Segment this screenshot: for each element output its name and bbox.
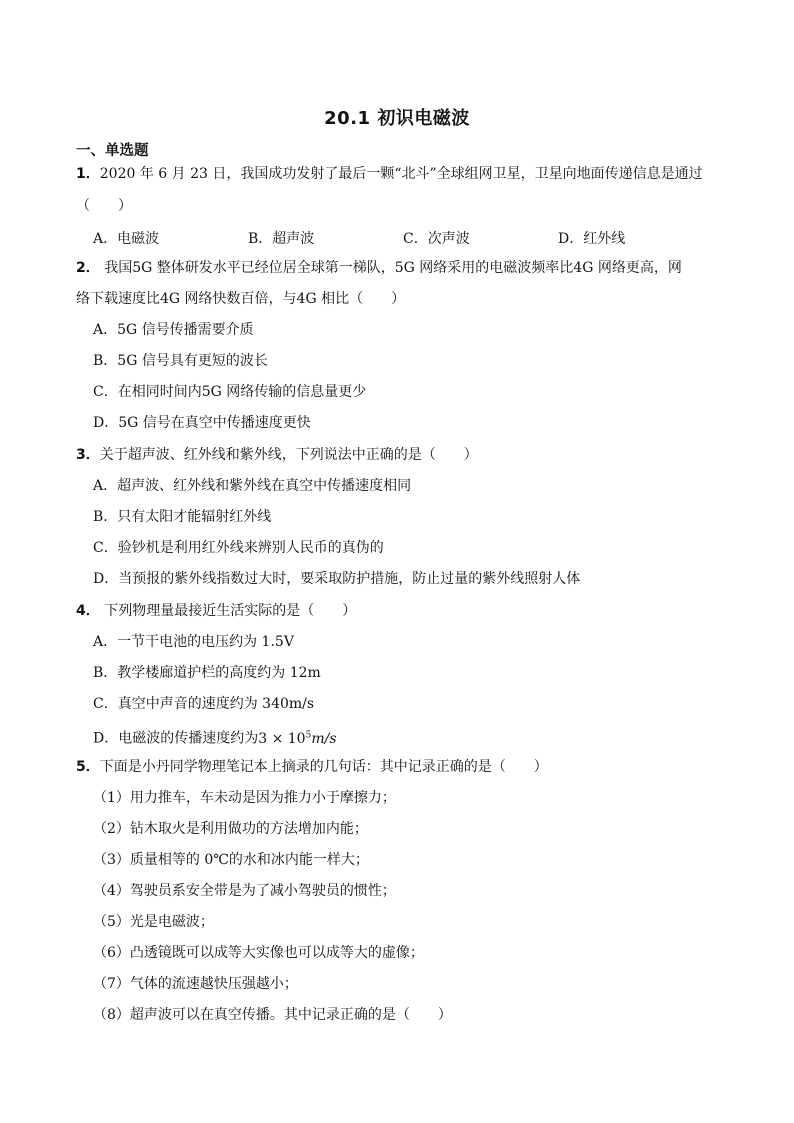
option-c: C．在相同时间内5G 网络传输的信息量更少 <box>93 384 367 400</box>
question-2-line-1 <box>76 259 682 277</box>
question-1-line-1 <box>76 165 703 183</box>
statement-1: （1）用力推车，车未动是因为推力小于摩擦力； <box>93 790 396 806</box>
option-d: D．红外线 <box>558 231 626 247</box>
option-b: B．只有太阳才能辐射红外线 <box>93 509 272 525</box>
option-c: C．真空中声音的速度约为 340m/s <box>93 696 315 712</box>
question-4-line-1 <box>76 602 356 620</box>
option-a: A．一节干电池的电压约为 1.5V <box>93 634 294 650</box>
option-a: A．电磁波 <box>93 231 160 247</box>
speed-formula <box>258 731 336 747</box>
statement-6: （6）凸透镜既可以成等大实像也可以成等大的虚像； <box>93 945 424 961</box>
statement-7: （7）气体的流速越快压强越小； <box>93 976 298 992</box>
question-number: 5． <box>76 759 100 775</box>
question-number: 1． <box>76 166 100 182</box>
option-d-text: D．电磁波的传播速度约为 <box>93 730 259 747</box>
question-2-line-2: 络下载速度比4G 网络快数百倍，与4G 相比（ ） <box>76 291 406 307</box>
option-d: D．当预报的紫外线指数过大时，要采取防护措施，防止过量的紫外线照射人体 <box>93 571 581 587</box>
question-5-line-1 <box>76 758 548 776</box>
question-3-line-1 <box>76 446 478 464</box>
option-b: B．超声波 <box>248 231 315 247</box>
option-b: B．5G 信号具有更短的波长 <box>93 353 268 369</box>
option-b: B．教学楼廊道护栏的高度约为 12m <box>93 665 321 681</box>
statement-4: （4）驾驶员系安全带是为了减小驾驶员的惯性； <box>93 883 396 899</box>
option-d <box>93 726 337 748</box>
option-a: A．5G 信号传播需要介质 <box>93 322 254 338</box>
section-heading: 一、单选题 <box>76 143 149 159</box>
question-stem: 下列物理量最接近生活实际的是（ ） <box>99 603 357 619</box>
statement-2: （2）钻木取火是利用做功的方法增加内能； <box>93 821 368 837</box>
option-c: C．次声波 <box>403 231 470 247</box>
formula-base: 3 × 10 <box>258 730 306 747</box>
question-stem: 关于超声波、红外线和紫外线，下列说法中正确的是（ ） <box>99 447 478 463</box>
question-stem: 下面是小丹同学物理笔记本上摘录的几句话：其中记录正确的是（ ） <box>99 759 548 775</box>
statement-8: （8）超声波可以在真空传播。其中记录正确的是（ ） <box>93 1007 452 1023</box>
page-title: 20.1 初识电磁波 <box>324 108 470 129</box>
question-number: 3． <box>76 447 100 463</box>
statement-3: （3）质量相等的 0℃的水和冰内能一样大； <box>93 852 369 868</box>
question-stem: 我国5G 整体研发水平已经位居全球第一梯队，5G 网络采用的电磁波频率比4G 网络更高，网 <box>99 260 682 276</box>
formula-exponent: 5 <box>305 730 312 740</box>
question-1-line-2: （ ） <box>76 198 132 214</box>
option-c: C．验钞机是利用红外线来辨别人民币的真伪的 <box>93 540 384 556</box>
option-a: A．超声波、红外线和紫外线在真空中传播速度相同 <box>93 478 412 494</box>
option-d: D．5G 信号在真空中传播速度更快 <box>93 415 311 431</box>
formula-unit: m/s <box>311 730 337 747</box>
question-number: 2． <box>76 260 100 276</box>
question-stem: 2020 年 6 月 23 日，我国成功发射了最后一颗“北斗”全球组网卫星，卫星向地面传递信息是通过 <box>99 166 703 182</box>
question-number: 4． <box>76 603 100 619</box>
statement-5: （5）光是电磁波； <box>93 914 214 930</box>
